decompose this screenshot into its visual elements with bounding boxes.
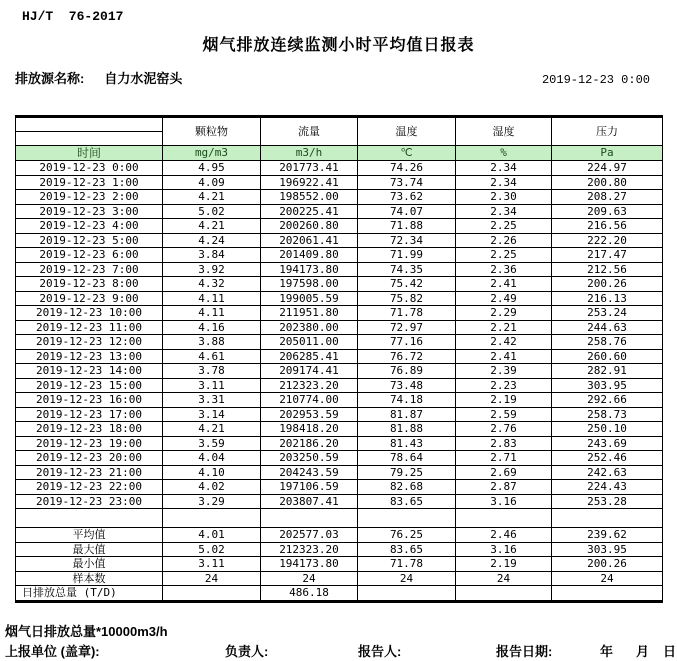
value-cell: 2.25 — [456, 219, 552, 234]
table-row — [16, 248, 663, 263]
summary-value-cell: 4.01 — [163, 528, 261, 543]
blank-upper-cell — [16, 118, 162, 132]
value-cell: 2.71 — [456, 451, 552, 466]
summary-value-cell: 24 — [358, 571, 456, 586]
table-row — [16, 378, 663, 393]
time-cell: 2019-12-23 4:00 — [16, 219, 163, 234]
table-row — [16, 161, 663, 176]
value-cell: 2.41 — [456, 349, 552, 364]
empty-cell — [456, 509, 552, 528]
value-cell: 282.91 — [552, 364, 663, 379]
time-cell: 2019-12-23 12:00 — [16, 335, 163, 350]
time-cell: 2019-12-23 13:00 — [16, 349, 163, 364]
value-cell: 209.63 — [552, 204, 663, 219]
empty-cell — [16, 509, 163, 528]
value-cell: 4.61 — [163, 349, 261, 364]
summary-label: 样本数 — [16, 571, 163, 586]
value-cell: 71.78 — [358, 306, 456, 321]
value-cell: 211951.80 — [261, 306, 358, 321]
value-cell: 74.26 — [358, 161, 456, 176]
time-cell: 2019-12-23 9:00 — [16, 291, 163, 306]
value-cell: 2.36 — [456, 262, 552, 277]
value-cell: 292.66 — [552, 393, 663, 408]
value-cell: 4.32 — [163, 277, 261, 292]
report-datetime: 2019-12-23 0:00 — [541, 73, 650, 87]
value-cell: 196922.41 — [261, 175, 358, 190]
unit-pressure: Pa — [552, 146, 663, 161]
summary-value-cell: 71.78 — [358, 557, 456, 572]
table-row — [16, 451, 663, 466]
column-header-temperature: 温度 — [358, 117, 456, 146]
unit-header-row — [16, 146, 663, 161]
value-cell: 2.42 — [456, 335, 552, 350]
table-row — [16, 320, 663, 335]
value-cell: 2.34 — [456, 175, 552, 190]
value-cell: 81.43 — [358, 436, 456, 451]
value-cell: 200.80 — [552, 175, 663, 190]
value-cell: 79.25 — [358, 465, 456, 480]
value-cell: 2.83 — [456, 436, 552, 451]
summary-value-cell: 3.11 — [163, 557, 261, 572]
value-cell: 212323.20 — [261, 378, 358, 393]
value-cell: 75.42 — [358, 277, 456, 292]
summary-value-cell — [552, 586, 663, 602]
pollutant-header-row — [16, 117, 663, 146]
value-cell: 3.92 — [163, 262, 261, 277]
unit-temperature: ℃ — [358, 146, 456, 161]
column-header-pressure: 压力 — [552, 117, 663, 146]
report-date-label: 报告日期: — [496, 644, 553, 659]
time-cell: 2019-12-23 2:00 — [16, 190, 163, 205]
summary-row — [16, 586, 663, 602]
value-cell: 3.84 — [163, 248, 261, 263]
value-cell: 203250.59 — [261, 451, 358, 466]
summary-value-cell: 200.26 — [552, 557, 663, 572]
value-cell: 3.11 — [163, 378, 261, 393]
value-cell: 212.56 — [552, 262, 663, 277]
value-cell: 197598.00 — [261, 277, 358, 292]
table-row — [16, 204, 663, 219]
value-cell: 224.43 — [552, 480, 663, 495]
value-cell: 71.88 — [358, 219, 456, 234]
responsible-person-label: 负责人: — [225, 644, 269, 659]
page-title: 烟气排放连续监测小时平均值日报表 — [202, 37, 475, 54]
value-cell: 202061.41 — [261, 233, 358, 248]
table-row — [16, 422, 663, 437]
time-cell: 2019-12-23 1:00 — [16, 175, 163, 190]
value-cell: 71.99 — [358, 248, 456, 263]
value-cell: 208.27 — [552, 190, 663, 205]
time-header-blank-cell — [16, 117, 163, 146]
blank-lower-cell — [16, 132, 162, 145]
time-cell: 2019-12-23 20:00 — [16, 451, 163, 466]
summary-value-cell — [358, 586, 456, 602]
value-cell: 201773.41 — [261, 161, 358, 176]
month-label: 月 — [636, 644, 650, 659]
value-cell: 2.25 — [456, 248, 552, 263]
value-cell: 210774.00 — [261, 393, 358, 408]
summary-value-cell: 83.65 — [358, 542, 456, 557]
value-cell: 4.24 — [163, 233, 261, 248]
source-label: 排放源名称: — [15, 71, 85, 86]
time-cell: 2019-12-23 14:00 — [16, 364, 163, 379]
time-cell: 2019-12-23 22:00 — [16, 480, 163, 495]
value-cell: 216.56 — [552, 219, 663, 234]
value-cell: 72.97 — [358, 320, 456, 335]
value-cell: 4.09 — [163, 175, 261, 190]
summary-value-cell: 202577.03 — [261, 528, 358, 543]
value-cell: 202380.00 — [261, 320, 358, 335]
summary-value-cell — [456, 586, 552, 602]
value-cell: 3.78 — [163, 364, 261, 379]
value-cell: 73.48 — [358, 378, 456, 393]
value-cell: 74.35 — [358, 262, 456, 277]
value-cell: 202186.20 — [261, 436, 358, 451]
value-cell: 199005.59 — [261, 291, 358, 306]
table-row — [16, 233, 663, 248]
monitoring-table — [15, 115, 663, 603]
table-row — [16, 465, 663, 480]
summary-value-cell: 24 — [552, 571, 663, 586]
time-cell: 2019-12-23 21:00 — [16, 465, 163, 480]
value-cell: 4.21 — [163, 219, 261, 234]
value-cell: 250.10 — [552, 422, 663, 437]
value-cell: 205011.00 — [261, 335, 358, 350]
value-cell: 258.73 — [552, 407, 663, 422]
value-cell: 194173.80 — [261, 262, 358, 277]
value-cell: 5.02 — [163, 204, 261, 219]
time-cell: 2019-12-23 11:00 — [16, 320, 163, 335]
value-cell: 258.76 — [552, 335, 663, 350]
table-row — [16, 175, 663, 190]
value-cell: 76.89 — [358, 364, 456, 379]
table-row — [16, 190, 663, 205]
value-cell: 4.95 — [163, 161, 261, 176]
value-cell: 252.46 — [552, 451, 663, 466]
summary-value-cell: 76.25 — [358, 528, 456, 543]
year-label: 年 — [600, 644, 614, 659]
table-row — [16, 262, 663, 277]
value-cell: 202953.59 — [261, 407, 358, 422]
time-cell: 2019-12-23 6:00 — [16, 248, 163, 263]
value-cell: 253.24 — [552, 306, 663, 321]
value-cell: 217.47 — [552, 248, 663, 263]
value-cell: 3.31 — [163, 393, 261, 408]
value-cell: 4.21 — [163, 422, 261, 437]
unit-flow: m3/h — [261, 146, 358, 161]
value-cell: 2.76 — [456, 422, 552, 437]
column-header-particulate: 颗粒物 — [163, 117, 261, 146]
value-cell: 4.21 — [163, 190, 261, 205]
reporter-label: 报告人: — [358, 644, 402, 659]
value-cell: 81.87 — [358, 407, 456, 422]
value-cell: 200.26 — [552, 277, 663, 292]
value-cell: 76.72 — [358, 349, 456, 364]
value-cell: 224.97 — [552, 161, 663, 176]
summary-value-cell: 212323.20 — [261, 542, 358, 557]
value-cell: 74.07 — [358, 204, 456, 219]
value-cell: 73.74 — [358, 175, 456, 190]
table-row — [16, 219, 663, 234]
summary-value-cell: 486.18 — [261, 586, 358, 602]
value-cell: 4.02 — [163, 480, 261, 495]
time-cell: 2019-12-23 10:00 — [16, 306, 163, 321]
report-unit-label: 上报单位 (盖章): — [5, 644, 100, 659]
value-cell: 2.39 — [456, 364, 552, 379]
value-cell: 73.62 — [358, 190, 456, 205]
value-cell: 77.16 — [358, 335, 456, 350]
value-cell: 2.26 — [456, 233, 552, 248]
value-cell: 2.49 — [456, 291, 552, 306]
value-cell: 242.63 — [552, 465, 663, 480]
value-cell: 3.59 — [163, 436, 261, 451]
time-cell: 2019-12-23 0:00 — [16, 161, 163, 176]
summary-label: 平均值 — [16, 528, 163, 543]
value-cell: 198552.00 — [261, 190, 358, 205]
value-cell: 4.11 — [163, 291, 261, 306]
time-cell: 2019-12-23 23:00 — [16, 494, 163, 509]
value-cell: 243.69 — [552, 436, 663, 451]
summary-row — [16, 557, 663, 572]
value-cell: 2.29 — [456, 306, 552, 321]
value-cell: 198418.20 — [261, 422, 358, 437]
time-cell: 2019-12-23 19:00 — [16, 436, 163, 451]
total-emission-note: 烟气日排放总量*10000m3/h — [5, 624, 168, 639]
value-cell: 2.59 — [456, 407, 552, 422]
time-cell: 2019-12-23 18:00 — [16, 422, 163, 437]
summary-row — [16, 571, 663, 586]
table-row — [16, 480, 663, 495]
value-cell: 201409.80 — [261, 248, 358, 263]
value-cell: 4.11 — [163, 306, 261, 321]
column-header-flow: 流量 — [261, 117, 358, 146]
summary-label: 日排放总量 (T/D) — [16, 586, 163, 602]
value-cell: 2.21 — [456, 320, 552, 335]
summary-value-cell: 194173.80 — [261, 557, 358, 572]
value-cell: 216.13 — [552, 291, 663, 306]
value-cell: 75.82 — [358, 291, 456, 306]
value-cell: 4.10 — [163, 465, 261, 480]
value-cell: 2.34 — [456, 161, 552, 176]
empty-cell — [163, 509, 261, 528]
summary-row — [16, 528, 663, 543]
summary-value-cell: 2.19 — [456, 557, 552, 572]
summary-label: 最大值 — [16, 542, 163, 557]
table-row — [16, 436, 663, 451]
table-row — [16, 494, 663, 509]
value-cell: 3.88 — [163, 335, 261, 350]
empty-cell — [358, 509, 456, 528]
value-cell: 203807.41 — [261, 494, 358, 509]
summary-value-cell — [163, 586, 261, 602]
time-cell: 2019-12-23 3:00 — [16, 204, 163, 219]
empty-cell — [261, 509, 358, 528]
summary-value-cell: 24 — [261, 571, 358, 586]
time-cell: 2019-12-23 16:00 — [16, 393, 163, 408]
value-cell: 4.04 — [163, 451, 261, 466]
summary-value-cell: 24 — [163, 571, 261, 586]
value-cell: 197106.59 — [261, 480, 358, 495]
time-cell: 2019-12-23 5:00 — [16, 233, 163, 248]
standard-number: HJ/T 76-2017 — [22, 9, 124, 24]
value-cell: 3.16 — [456, 494, 552, 509]
value-cell: 222.20 — [552, 233, 663, 248]
value-cell: 3.14 — [163, 407, 261, 422]
table-row — [16, 306, 663, 321]
empty-cell — [552, 509, 663, 528]
time-cell: 2019-12-23 7:00 — [16, 262, 163, 277]
source-name: 自力水泥窑头 — [104, 71, 183, 86]
value-cell: 209174.41 — [261, 364, 358, 379]
value-cell: 200225.41 — [261, 204, 358, 219]
value-cell: 81.88 — [358, 422, 456, 437]
unit-particulate: mg/m3 — [163, 146, 261, 161]
summary-row — [16, 542, 663, 557]
time-header: 时间 — [16, 146, 163, 161]
value-cell: 2.19 — [456, 393, 552, 408]
value-cell: 78.64 — [358, 451, 456, 466]
summary-value-cell: 239.62 — [552, 528, 663, 543]
value-cell: 2.41 — [456, 277, 552, 292]
value-cell: 2.87 — [456, 480, 552, 495]
column-header-humidity: 湿度 — [456, 117, 552, 146]
table-row — [16, 291, 663, 306]
value-cell: 260.60 — [552, 349, 663, 364]
time-cell: 2019-12-23 8:00 — [16, 277, 163, 292]
summary-value-cell: 303.95 — [552, 542, 663, 557]
value-cell: 2.34 — [456, 204, 552, 219]
summary-value-cell: 5.02 — [163, 542, 261, 557]
value-cell: 82.68 — [358, 480, 456, 495]
value-cell: 2.23 — [456, 378, 552, 393]
value-cell: 200260.80 — [261, 219, 358, 234]
spacer-row — [16, 509, 663, 528]
time-cell: 2019-12-23 15:00 — [16, 378, 163, 393]
unit-humidity: % — [456, 146, 552, 161]
summary-value-cell: 3.16 — [456, 542, 552, 557]
table-row — [16, 349, 663, 364]
value-cell: 2.30 — [456, 190, 552, 205]
source-row — [15, 68, 662, 87]
summary-value-cell: 24 — [456, 571, 552, 586]
table-row — [16, 393, 663, 408]
value-cell: 244.63 — [552, 320, 663, 335]
table-row — [16, 407, 663, 422]
signature-row — [0, 641, 677, 659]
time-cell: 2019-12-23 17:00 — [16, 407, 163, 422]
table-row — [16, 277, 663, 292]
value-cell: 83.65 — [358, 494, 456, 509]
summary-value-cell: 2.46 — [456, 528, 552, 543]
table-row — [16, 335, 663, 350]
table-row — [16, 364, 663, 379]
value-cell: 204243.59 — [261, 465, 358, 480]
value-cell: 3.29 — [163, 494, 261, 509]
summary-label: 最小值 — [16, 557, 163, 572]
value-cell: 206285.41 — [261, 349, 358, 364]
value-cell: 4.16 — [163, 320, 261, 335]
value-cell: 2.69 — [456, 465, 552, 480]
day-label: 日 — [663, 644, 677, 659]
value-cell: 303.95 — [552, 378, 663, 393]
value-cell: 253.28 — [552, 494, 663, 509]
value-cell: 74.18 — [358, 393, 456, 408]
value-cell: 72.34 — [358, 233, 456, 248]
